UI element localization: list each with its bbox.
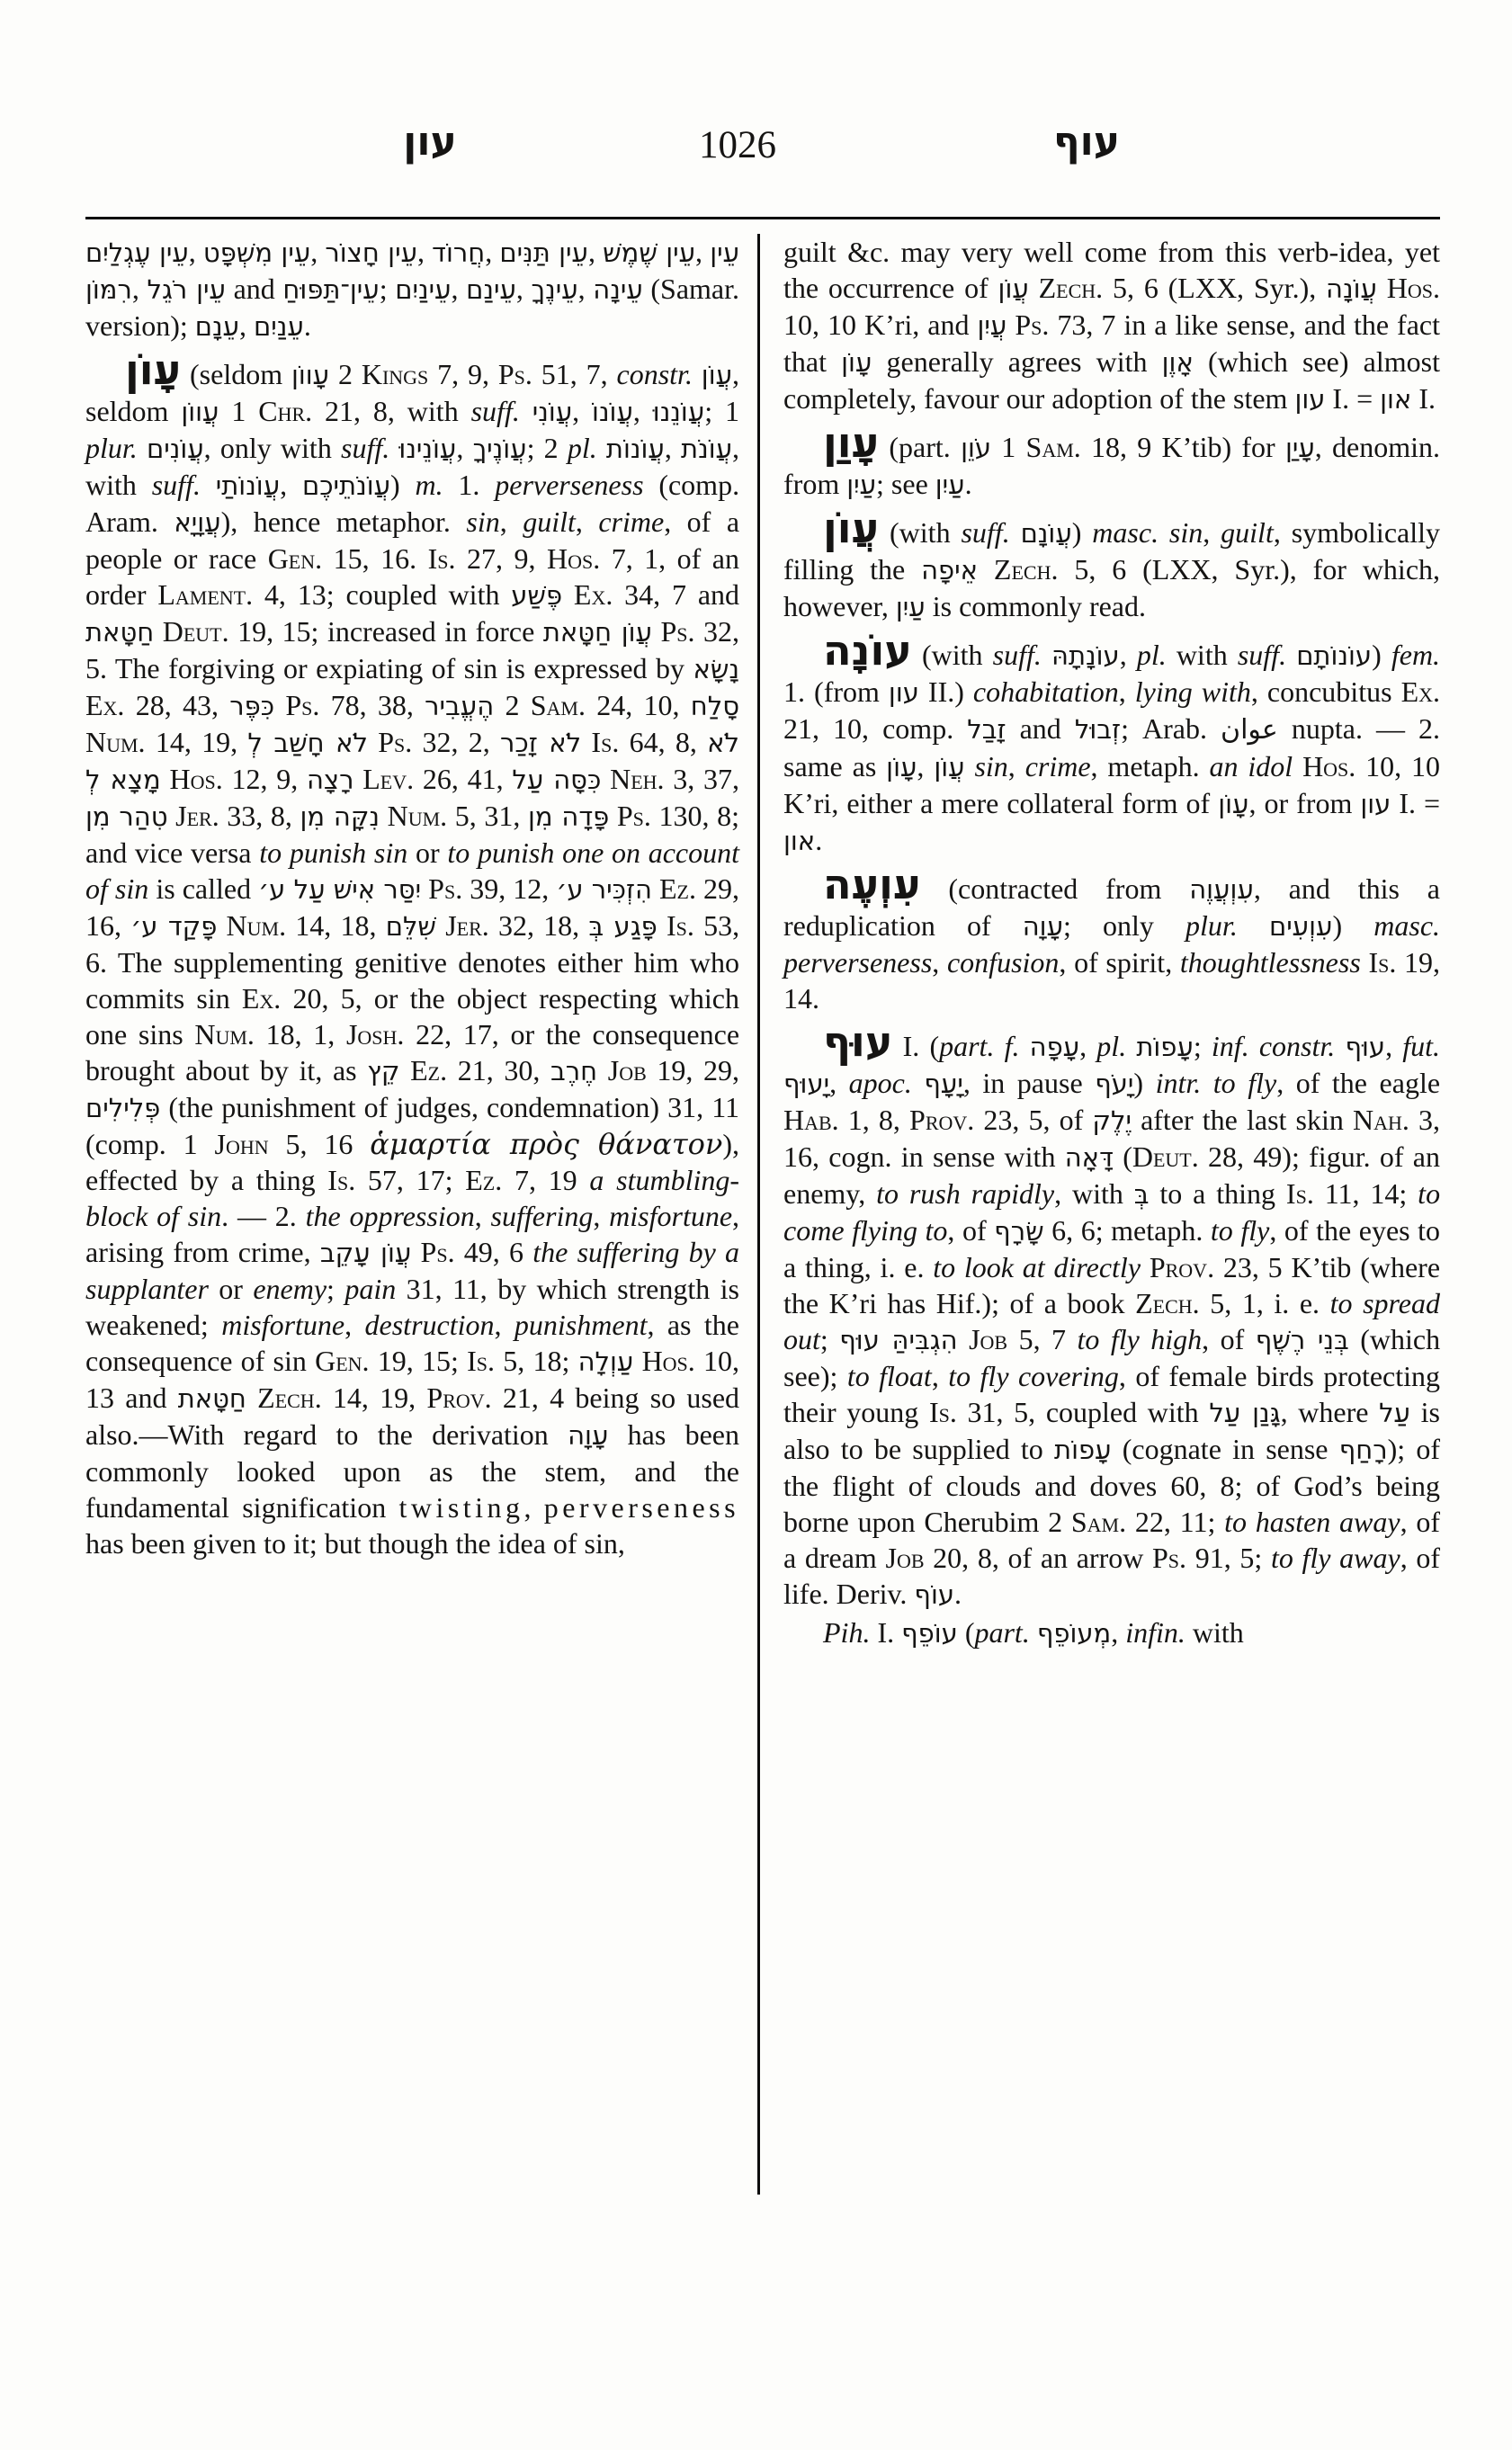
book-reference: Gen.: [267, 542, 323, 575]
italic-text: masc. perverseness: [783, 909, 1441, 979]
italic-text: pain: [344, 1273, 397, 1305]
hebrew-word: פָּדָה מִן: [527, 801, 610, 832]
italic-text: suff.: [1237, 639, 1287, 671]
hebrew-word: עֲוֹנִים: [146, 434, 204, 464]
book-reference: Prov.: [1149, 1251, 1215, 1283]
italic-text: suff.: [470, 395, 520, 427]
right-column: [760, 234, 1440, 2195]
book-reference: Hos.: [169, 763, 223, 795]
running-head-right: עוף: [1052, 119, 1121, 165]
book-reference: Jer.: [445, 909, 489, 942]
italic-text: to fly high: [1077, 1323, 1203, 1355]
arabic-word: عوان: [1221, 714, 1278, 746]
spaced-emphasis: twisting: [398, 1491, 524, 1524]
hebrew-word: עֵין שֶׁמֶשׁ: [603, 237, 696, 268]
hebrew-word: פְּלִילִים: [85, 1093, 161, 1123]
italic-text: pl.: [567, 432, 597, 464]
italic-text: punishment: [514, 1309, 648, 1341]
hebrew-word: שִׁלֵּם: [385, 911, 436, 942]
hebrew-word: יָעָף: [924, 1069, 963, 1099]
hebrew-word: שָׂרָף: [994, 1216, 1044, 1247]
book-reference: Ps.: [378, 726, 413, 758]
hebrew-word: און: [1380, 384, 1412, 415]
book-reference: Sam.: [530, 689, 586, 721]
book-reference: Ex.: [85, 689, 125, 721]
book-reference: Is.: [467, 1345, 496, 1377]
italic-text: part. f.: [939, 1030, 1020, 1062]
hebrew-word: עַל: [1379, 1398, 1410, 1428]
hebrew-word: עֲוֹן חַטָּאת: [542, 617, 652, 648]
italic-text: guilt: [523, 505, 576, 538]
book-reference: Ps.: [285, 689, 320, 721]
italic-text: an idol: [1209, 750, 1293, 782]
hebrew-word: פָּקַד ע׳: [130, 911, 218, 942]
hebrew-word: עֲוֹן עָקֵב: [319, 1238, 412, 1268]
book-reference: Ez.: [465, 1164, 503, 1196]
spaced-emphasis: perverseness: [543, 1491, 740, 1524]
hebrew-word: מְעוֹפֵף: [1036, 1618, 1112, 1649]
hebrew-word: רָצָה: [306, 765, 354, 795]
hebrew-word: עֲוֹנֹתֵיכֶם: [301, 470, 391, 501]
hebrew-word: עון: [1294, 384, 1326, 415]
hebrew-word: עוֹנָתָהּ: [1051, 640, 1120, 671]
hebrew-word: עֲוֹנוֹ: [592, 397, 633, 427]
hebrew-word: עַוְלָה: [577, 1346, 634, 1377]
hebrew-word: בְּנֵי רֶשֶׁף: [1255, 1325, 1349, 1355]
italic-text: constr.: [616, 358, 693, 390]
book-reference: Num.: [226, 909, 287, 942]
hebrew-word: עֵין־תַּפּוּחַ: [282, 274, 380, 305]
entry-paragraph-avan: עָוַן (part. עֹוֵן 1 Sam. 18, 9 K’tib) for עָיַן, denomin. from עַיִן; see עַיִן.: [783, 418, 1441, 500]
hebrew-word: חַטָּאת: [85, 617, 155, 648]
italic-text: to punish one on account of sin: [85, 836, 740, 905]
book-reference: John: [214, 1128, 269, 1160]
hebrew-word: עוֹף: [914, 1579, 955, 1610]
hebrew-word: עוֹפֵף: [901, 1618, 958, 1649]
hebrew-word: עָפוֹת: [1136, 1032, 1194, 1062]
italic-text: apoc.: [848, 1067, 912, 1099]
book-reference: Sam.: [1025, 431, 1081, 463]
hebrew-headword: עָוַן: [823, 418, 880, 467]
book-reference: Ez.: [410, 1054, 448, 1086]
hebrew-word: גָּנַן עַל: [1209, 1398, 1281, 1428]
hebrew-word: עֲוֹן: [934, 752, 965, 782]
book-reference: Zech.: [993, 553, 1059, 586]
book-reference: Ex.: [241, 982, 282, 1015]
book-reference: Is.: [1368, 946, 1397, 979]
hebrew-word: טִהַר מִן: [85, 801, 168, 832]
book-reference: Ez.: [659, 872, 696, 905]
book-reference: Is.: [928, 1396, 957, 1428]
italic-text: sin: [974, 750, 1008, 782]
hebrew-headword: עֲוֹן: [823, 504, 880, 552]
book-reference: Is.: [1285, 1177, 1314, 1210]
italic-text: suffering: [490, 1200, 594, 1232]
italic-text: to float: [846, 1360, 932, 1392]
italic-text: suff.: [151, 469, 201, 501]
book-reference: Ps.: [660, 615, 695, 648]
book-reference: Lament.: [157, 578, 254, 611]
hebrew-word: נִקָּה מִן: [300, 801, 380, 832]
subentry-paragraph-pih: Pih. I. עוֹפֵף (part. מְעוֹפֵף, infin. with: [823, 1616, 1244, 1649]
hebrew-headword: עוּף: [823, 1017, 893, 1066]
hebrew-word: עַיִן: [846, 469, 877, 500]
hebrew-word: סָלַח: [690, 691, 740, 721]
hebrew-word: הֶעֱבִיר: [425, 691, 495, 721]
book-reference: Jer.: [175, 800, 219, 832]
entry-paragraph-iveh: עִוְעֶה (contracted from עִוְעֲוֶה, and this a reduplication of עָוָה; only plur. עִוְעִים) masc. perverseness, confusion, of spirit, thoughtlessness Is. 19, 14.: [783, 860, 1441, 1015]
book-reference: Ex.: [573, 578, 613, 611]
italic-text: to fly away: [1270, 1542, 1400, 1574]
italic-text: a stumbling-block of sin: [85, 1164, 740, 1232]
hebrew-word: עֵין רִמּוֹן: [85, 237, 740, 305]
book-reference: Hos.: [546, 542, 601, 575]
book-reference: Is.: [666, 909, 694, 942]
book-reference: Ps.: [428, 872, 463, 905]
hebrew-word: עֲוֹן: [701, 360, 733, 390]
italic-text: the oppression: [305, 1200, 475, 1232]
hebrew-word: עֲוֹנֵנוּ: [652, 397, 705, 427]
italic-text: plur.: [1185, 909, 1238, 942]
italic-text: fem.: [1391, 639, 1441, 671]
italic-text: guilt: [1221, 516, 1274, 549]
italic-text: to spread out: [783, 1287, 1441, 1355]
hebrew-word: עֲוָיָא: [174, 507, 221, 538]
book-reference: Lev.: [362, 763, 415, 795]
hebrew-word: הִגְבִּיהַּ עוּף: [839, 1325, 958, 1355]
hebrew-word: עֲוֹנוֹת: [605, 434, 665, 464]
hebrew-word: אָוֶן: [1161, 347, 1194, 378]
hebrew-word: כִּפֶּר: [229, 691, 275, 721]
italic-text: crime: [1024, 750, 1091, 782]
book-reference: Num.: [85, 726, 146, 758]
hebrew-word: עֹוֵן: [961, 433, 992, 463]
hebrew-word: עָווֹן: [291, 360, 330, 390]
book-reference: Ps.: [616, 800, 651, 832]
italic-text: Pih.: [823, 1616, 871, 1649]
hebrew-word: עַיִן: [935, 469, 965, 500]
italic-text: to punish sin: [259, 836, 408, 869]
hebrew-word: עֵין עֶגְלַיִם: [85, 237, 189, 268]
hebrew-word: עֵין רֹגֵל: [147, 274, 226, 305]
italic-text: to look at directly: [933, 1251, 1141, 1283]
entry-paragraph-avon-2: עֲוֹן (with suff. עֲוֹנָם) masc. sin, guilt, symbolically filling the אֵיפָה Zech. 5, 6 (LXX, Syr.), for which, however, עַיִן is commonly read.: [783, 504, 1441, 622]
hebrew-headword: עִוְעֶה: [823, 860, 921, 908]
hebrew-word: עֵנָם: [194, 311, 240, 342]
book-reference: Is.: [427, 542, 456, 575]
hebrew-word: נָשָׂא: [693, 654, 739, 684]
hebrew-word: עֲוֹן: [998, 273, 1029, 304]
italic-text: the suffering by a supplanter: [85, 1236, 740, 1305]
hebrew-word: יֶלֶק: [1092, 1105, 1132, 1136]
italic-text: to fly covering: [948, 1360, 1119, 1392]
header-rule: [85, 217, 1440, 219]
book-reference: Prov.: [909, 1104, 975, 1136]
hebrew-word: עֲוֹנִי: [532, 397, 573, 427]
hebrew-word: עֲוֹנֹת: [681, 434, 733, 464]
left-column: [85, 234, 757, 2195]
book-reference: Deut.: [162, 615, 229, 648]
book-reference: Ps.: [1152, 1542, 1187, 1574]
hebrew-word: עָפָה: [1029, 1032, 1080, 1062]
hebrew-word: יָעוּף: [783, 1069, 830, 1099]
hebrew-word: לֹא מָצָא לְ: [85, 728, 739, 795]
continuation-paragraph: guilt &c. may very well come from this verb-idea, yet the occurrence of עֲוֹן Zech. 5, 6 (LXX, Syr.), עֲוֹנָה Hos. 10, 10 K’ri, and עֲיִן Ps. 73, 7 in a like sense, and the fact that עָוֹן generally agrees with אָוֶן (which see) almost completely, favour our adoption of the stem עון I. = און I.: [783, 236, 1441, 415]
book-reference: Hos.: [641, 1345, 695, 1377]
book-reference: Num.: [387, 800, 448, 832]
hebrew-word: כִּסָּה עַל: [512, 765, 602, 795]
hebrew-word: יָעֹף: [1095, 1069, 1134, 1099]
book-reference: Is.: [327, 1164, 356, 1196]
italic-text: suff.: [961, 516, 1010, 549]
italic-text: misfortune: [221, 1309, 345, 1341]
book-reference: Job: [969, 1323, 1008, 1355]
hebrew-word: זָבַל: [967, 714, 1007, 745]
book-reference: Zech.: [1135, 1287, 1200, 1319]
italic-text: perverseness: [495, 469, 644, 501]
italic-text: masc. sin: [1092, 516, 1203, 549]
book-reference: Kings: [361, 358, 429, 390]
hebrew-word: עֵנַיִם: [254, 311, 304, 342]
hebrew-word: חַטָּאת: [177, 1383, 246, 1414]
hebrew-word: בְּ: [1133, 1179, 1150, 1210]
continuation-paragraph: עֵין עֶגְלַיִם, עֵין מִשְׁפָּט, עֵין חָצוֹר, חֲרוֹד, עֵין תַּנִּים, עֵין שֶׁמֶשׁ, עֵין רִמּוֹן, עֵין רֹגֵל and עֵין־תַּפּוּחַ; עֵינַיִם, עֵינַם, עֵינֶךָ, עֵינָה (Samar. version); עֵנָם, עֵנַיִם.: [85, 236, 740, 342]
hebrew-word: עָיַן: [1284, 433, 1315, 463]
italic-text: lying with: [1134, 675, 1251, 708]
italic-text: plur.: [85, 432, 138, 464]
book-reference: Ps.: [1015, 308, 1050, 341]
hebrew-word: עֲוֹנֵינוּ: [398, 434, 457, 464]
hebrew-word: לֹא חָשַׁב לְ: [247, 728, 368, 758]
book-reference: Hab.: [783, 1104, 839, 1136]
hebrew-word: עֵין מִשְׁפָּט: [202, 237, 311, 268]
hebrew-word: הִזְכִּיר ע׳: [556, 874, 652, 905]
hebrew-word: עֲוֹנָה: [1326, 273, 1377, 304]
book-reference: Ps.: [420, 1236, 455, 1268]
hebrew-word: און: [783, 826, 816, 856]
hebrew-word: פָּגַע בְּ: [588, 911, 658, 942]
italic-text: thoughtlessness: [1179, 946, 1361, 979]
italic-text: sin: [466, 505, 500, 538]
hebrew-word: חֶרֶב: [550, 1056, 598, 1086]
hebrew-word: יִסַּר אִישׁ עַל ע׳: [258, 874, 422, 905]
hebrew-word: זְבוּל: [1074, 714, 1122, 745]
book-reference: Ps.: [497, 358, 532, 390]
book-reference: Zech.: [257, 1381, 322, 1414]
hebrew-word: עֵינֶךָ: [531, 274, 578, 305]
hebrew-word: עָוֹן: [841, 347, 872, 378]
text-columns: [85, 234, 1440, 2195]
hebrew-word: עֵינַם: [466, 274, 516, 305]
book-reference: Job: [607, 1054, 647, 1086]
hebrew-word: אֵיפָה: [921, 555, 979, 586]
italic-text: fut.: [1402, 1030, 1440, 1062]
book-reference: Job: [885, 1542, 925, 1574]
italic-text: infin.: [1125, 1616, 1185, 1649]
hebrew-word: לֹא זָכַר: [500, 728, 582, 758]
book-reference: Sam.: [1070, 1506, 1127, 1538]
hebrew-word: עֲיִן: [977, 310, 1007, 341]
hebrew-word: דָּאָה: [1064, 1142, 1114, 1173]
book-reference: Gen.: [315, 1345, 370, 1377]
hebrew-word: עַיִן: [895, 592, 926, 622]
book-reference: Hos.: [1302, 750, 1356, 782]
entry-paragraph-uf: עוּף I. (part. f. עָפָה, pl. עָפוֹת; inf. constr. עוּף, fut. יָעוּף, apoc. יָעָף, in pause יָעֹף) intr. to fly, of the eagle Hab. 1, 8, Prov. 23, 5, of יֶלֶק after the last skin Nah. 3, 16, cogn. in sense with דָּאָה (Deut. 28, 49); figur. of an enemy, to rush rapidly, with בְּ to a thing Is. 11, 14; to come flying to, of שָׂרָף 6, 6; metaph. to fly, of the eyes to a thing, i. e. to look at directly Prov. 23, 5 K’tib (where the K’ri has Hif.); of a book Zech. 5, 1, i. e. to spread out; הִגְבִּיהַּ עוּף Job 5, 7 to fly high, of בְּנֵי רֶשֶׁף (which see); to float, to fly covering, of female birds protecting their young Is. 31, 5, coupled with גָּנַן עַל, where עַל is also to be supplied to עָפוֹת (cognate in sense רָחַף); of the flight of clouds and doves 60, 8; of God’s being borne upon Cherubim 2 Sam. 22, 11; to hasten away, of a dream Job 20, 8, of an arrow Ps. 91, 5; to fly away, of life. Deriv. עוֹף.: [783, 1017, 1441, 1610]
hebrew-word: עון: [1360, 789, 1391, 819]
hebrew-headword: עוֹנָה: [823, 626, 912, 675]
hebrew-word: עִוְעֲוֶה: [1189, 874, 1254, 905]
italic-text: intr. to fly: [1155, 1067, 1277, 1099]
book-reference: Is.: [591, 726, 620, 758]
hebrew-word: עִוְעִים: [1268, 911, 1333, 942]
page-number: 1026: [699, 124, 776, 166]
hebrew-word: עֵינַיִם: [395, 274, 452, 305]
italic-text: misfortune: [609, 1200, 733, 1232]
italic-text: cohabitation: [972, 675, 1119, 708]
italic-text: pl.: [1096, 1030, 1127, 1062]
italic-text: suff.: [992, 639, 1042, 671]
hebrew-headword: עָוֹן: [125, 345, 182, 394]
hebrew-word: רָחַף: [1338, 1435, 1388, 1465]
hebrew-word: עָוָה: [1022, 911, 1064, 942]
book-reference: Zech.: [1038, 272, 1104, 304]
italic-text: suff.: [341, 432, 390, 464]
running-head-left: עון: [403, 119, 457, 165]
entry-paragraph-avon: עָוֹן (seldom עָווֹן 2 Kings 7, 9, Ps. 51, 7, constr. עֲוֹן, seldom עֲווֹן 1 Chr. 21, 8, with suff. עֲוֹנִי, עֲוֹנוֹ, עֲוֹנֵנוּ; 1 plur. עֲוֹנִים, only with suff. עֲוֹנֵינוּ, עֲוֹנֶיךָ; 2 pl. עֲוֹנוֹת, עֲוֹנֹת, with suff. עֲוֹנוֹתַי, עֲוֹנֹתֵיכֶם) m. 1. perverseness (comp. Aram. עֲוָיָא), hence metaphor. sin, guilt, crime, of a people or race Gen. 15, 16. Is. 27, 9, Hos. 7, 1, of an order Lament. 4, 13; coupled with פֶּשַׁע Ex. 34, 7 and חַטָּאת Deut. 19, 15; increased in force עֲוֹן חַטָּאת Ps. 32, 5. The forgiving or expiating of sin is expressed by נָשָׂא Ex. 28, 43, כִּפֶּר Ps. 78, 38, הֶעֱבִיר 2 Sam. 24, 10, סָלַח Num. 14, 19, לֹא חָשַׁב לְ Ps. 32, 2, לֹא זָכַר Is. 64, 8, לֹא מָצָא לְ Hos. 12, 9, רָצָה Lev. 26, 41, כִּסָּה עַל Neh. 3, 37, טִהַר מִן Jer. 33, 8, נִקָּה מִן Num. 5, 31, פָּדָה מִן Ps. 130, 8; and vice versa to punish sin or to punish one on account of sin is called יִסַּר אִישׁ עַל ע׳ Ps. 39, 12, הִזְכִּיר ע׳ Ez. 29, 16, פָּקַד ע׳ Num. 14, 18, שִׁלֵּם Jer. 32, 18, פָּגַע בְּ Is. 53, 6. The supplementing genitive denotes either him who commits sin Ex. 20, 5, or the object respecting which one sins Num. 18, 1, Josh. 22, 17, or the consequence brought about by it, as קֵץ Ez. 21, 30, חֶרֶב Job 19, 29, פְּלִילִים (the punishment of judges, condemnation) 31, 11 (comp. 1 John 5, 16 ἁμαρτία πρὸς θάνατον), effected by a thing Is. 57, 17; Ez. 7, 19 a stumbling-block of sin. — 2. the oppression, suffering, misfortune, arising from crime, עֲוֹן עָקֵב Ps. 49, 6 the suffering by a supplanter or enemy; pain 31, 11, by which strength is weakened; misfortune, destruction, punishment, as the consequence of sin Gen. 19, 15; Is. 5, 18; עַוְלָה Hos. 10, 13 and חַטָּאת Zech. 14, 19, Prov. 21, 4 being so used also.—With regard to the derivation עָוָה has been commonly looked upon as the stem, and the fundamental signification twisting, perverseness has been given to it; but though the idea of sin,: [85, 345, 740, 1560]
italic-text: to rush rapidly: [876, 1177, 1055, 1210]
italic-text: to fly: [1210, 1214, 1270, 1247]
hebrew-word: עֵין חָצוֹר: [325, 237, 418, 268]
hebrew-word: עָפוֹת: [1054, 1435, 1112, 1465]
hebrew-word: עוּף: [1345, 1032, 1386, 1062]
entry-paragraph-onah: עוֹנָה (with suff. עוֹנָתָהּ, pl. with suff. עוֹנוֹתָם) fem. 1. (from עון II.) cohabitation, lying with, concubitus Ex. 21, 10, comp. זָבַל and זְבוּל; Arab. عوان nupta. — 2. same as עָוֹן, עֲוֹן sin, crime, metaph. an idol Hos. 10, 10 K’ri, either a mere collateral form of עָוֹן, or from עון I. = און.: [783, 626, 1441, 856]
hebrew-word: עֲוֹנוֹתַי: [215, 470, 281, 501]
hebrew-word: עֲוֹנָם: [1020, 518, 1072, 549]
book-reference: Josh.: [345, 1018, 405, 1051]
italic-text: confusion: [946, 946, 1060, 979]
book-reference: Chr.: [258, 395, 313, 427]
book-reference: Deut.: [1132, 1140, 1199, 1173]
italic-text: destruction: [364, 1309, 495, 1341]
italic-text: to come flying to: [783, 1177, 1441, 1247]
italic-text: inf. constr.: [1211, 1030, 1336, 1062]
book-reference: Num.: [194, 1018, 255, 1051]
italic-text: pl.: [1136, 639, 1167, 671]
book-reference: Neh.: [610, 763, 665, 795]
hebrew-word: עוֹנוֹתָם: [1296, 640, 1373, 671]
greek-phrase: ἁμαρτία πρὸς θάνατον: [370, 1127, 723, 1161]
hebrew-word: קֵץ: [367, 1056, 400, 1086]
italic-text: crime: [598, 505, 665, 538]
hebrew-word: עָוָה: [568, 1420, 609, 1451]
book-reference: Ex.: [1400, 675, 1440, 708]
hebrew-word: עֵינָה: [593, 274, 643, 305]
italic-text: enemy: [253, 1273, 327, 1305]
hebrew-word: עון: [888, 677, 919, 708]
hebrew-word: עֵין תַּנִּים: [499, 237, 588, 268]
hebrew-word: עֲווֹן: [181, 397, 219, 427]
hebrew-word: עָוֹן: [1218, 789, 1249, 819]
italic-text: part.: [974, 1616, 1030, 1649]
hebrew-word: חֲרוֹד: [432, 237, 486, 268]
hebrew-word: עָוֹן: [886, 752, 917, 782]
book-reference: Nah.: [1353, 1104, 1409, 1136]
italic-text: to hasten away: [1224, 1506, 1400, 1538]
italic-text: m.: [415, 469, 443, 501]
hebrew-word: עֲוֹנֶיךָ: [472, 434, 527, 464]
book-reference: Hos.: [1386, 272, 1441, 304]
book-reference: Prov.: [426, 1381, 492, 1414]
hebrew-word: פֶּשַׁע: [511, 580, 563, 611]
